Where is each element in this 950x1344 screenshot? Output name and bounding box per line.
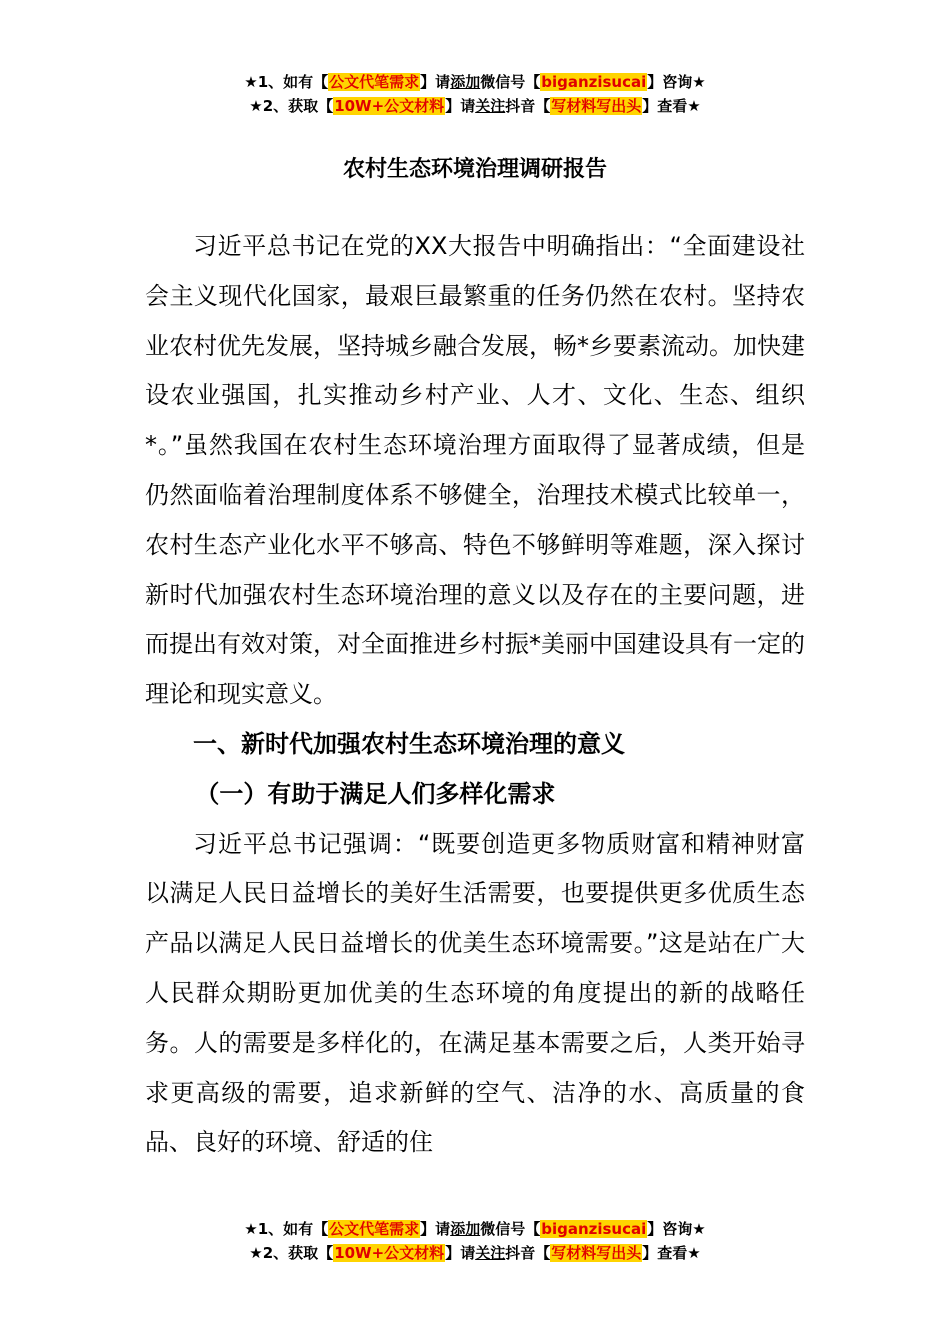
banner-highlight: 公文代笔需求	[329, 73, 420, 91]
banner-text: 微信号【	[480, 1220, 541, 1238]
banner-text: 】咨询★	[647, 73, 706, 91]
paragraph-intro: 习近平总书记在党的XX大报告中明确指出：“全面建设社会主义现代化国家，最艰巨最繁重的任务仍然在农村。坚持农业农村优先发展，坚持城乡融合发展，畅*乡要素流动。加快建设农业强国，扎实推动乡村产业、人才、文化、生态、组织*。”虽然我国在农村生态环境治理方面取得了显著成绩，但是仍然面临着治理制度体系不够健全，治理技术模式比较单一，农村生态产业化水平不够高、特色不够鲜明等难题，深入探讨新时代加强农村生态环境治理的意义以及存在的主要问题，进而提出有效对策，对全面推进乡村振*美丽中国建设具有一定的理论和现实意义。	[145, 232, 805, 709]
banner-highlight: 公文代笔需求	[329, 1220, 420, 1238]
banner-text: ★2、获取【	[249, 97, 334, 115]
banner-highlight: biganzisucai	[541, 1220, 647, 1238]
header-banner	[0, 70, 950, 118]
banner-highlight: 写材料写出头	[551, 97, 642, 115]
document-body	[145, 222, 805, 1168]
section-heading: 一、新时代加强农村生态环境治理的意义	[193, 729, 625, 758]
banner-underline: 添加	[450, 73, 481, 91]
banner-line-1	[0, 1217, 950, 1241]
banner-text: 】请	[420, 73, 451, 91]
banner-highlight: biganzisucai	[541, 73, 647, 91]
banner-text: 】请	[420, 1220, 451, 1238]
document-title: 农村生态环境治理调研报告	[342, 157, 607, 182]
paragraph-body: 习近平总书记强调：“既要创造更多物质财富和精神财富以满足人民日益增长的美好生活需要，也要提供更多优质生态产品以满足人民日益增长的优美生态环境需要。”这是站在广大人民群众期盼更加优美的生态环境的角度提出的新的战略任务。人的需要是多样化的，在满足基本需要之后，人类开始寻求更高级的需要，追求新鲜的空气、洁净的水、高质量的食品、良好的环境、舒适的住	[145, 829, 805, 1157]
banner-text: 】请	[445, 97, 476, 115]
banner-text: ★1、如有【	[244, 73, 329, 91]
subsection-heading: （一）有助于满足人们多样化需求	[195, 779, 556, 808]
banner-text: 微信号【	[480, 73, 541, 91]
banner-line-2	[0, 1241, 950, 1265]
banner-highlight: 10W+公文材料	[334, 1244, 445, 1262]
banner-text: 抖音【	[505, 1244, 551, 1262]
banner-text: 抖音【	[505, 97, 551, 115]
banner-line-2	[0, 94, 950, 118]
footer-banner	[0, 1217, 950, 1265]
banner-text: 】查看★	[642, 97, 701, 115]
banner-text: 】咨询★	[647, 1220, 706, 1238]
banner-highlight: 10W+公文材料	[334, 97, 445, 115]
banner-text: 】请	[445, 1244, 476, 1262]
banner-text: 】查看★	[642, 1244, 701, 1262]
banner-text: ★1、如有【	[244, 1220, 329, 1238]
banner-underline: 关注	[475, 97, 506, 115]
banner-underline: 关注	[475, 1244, 506, 1262]
banner-highlight: 写材料写出头	[551, 1244, 642, 1262]
banner-line-1	[0, 70, 950, 94]
banner-text: ★2、获取【	[249, 1244, 334, 1262]
banner-underline: 添加	[450, 1220, 481, 1238]
